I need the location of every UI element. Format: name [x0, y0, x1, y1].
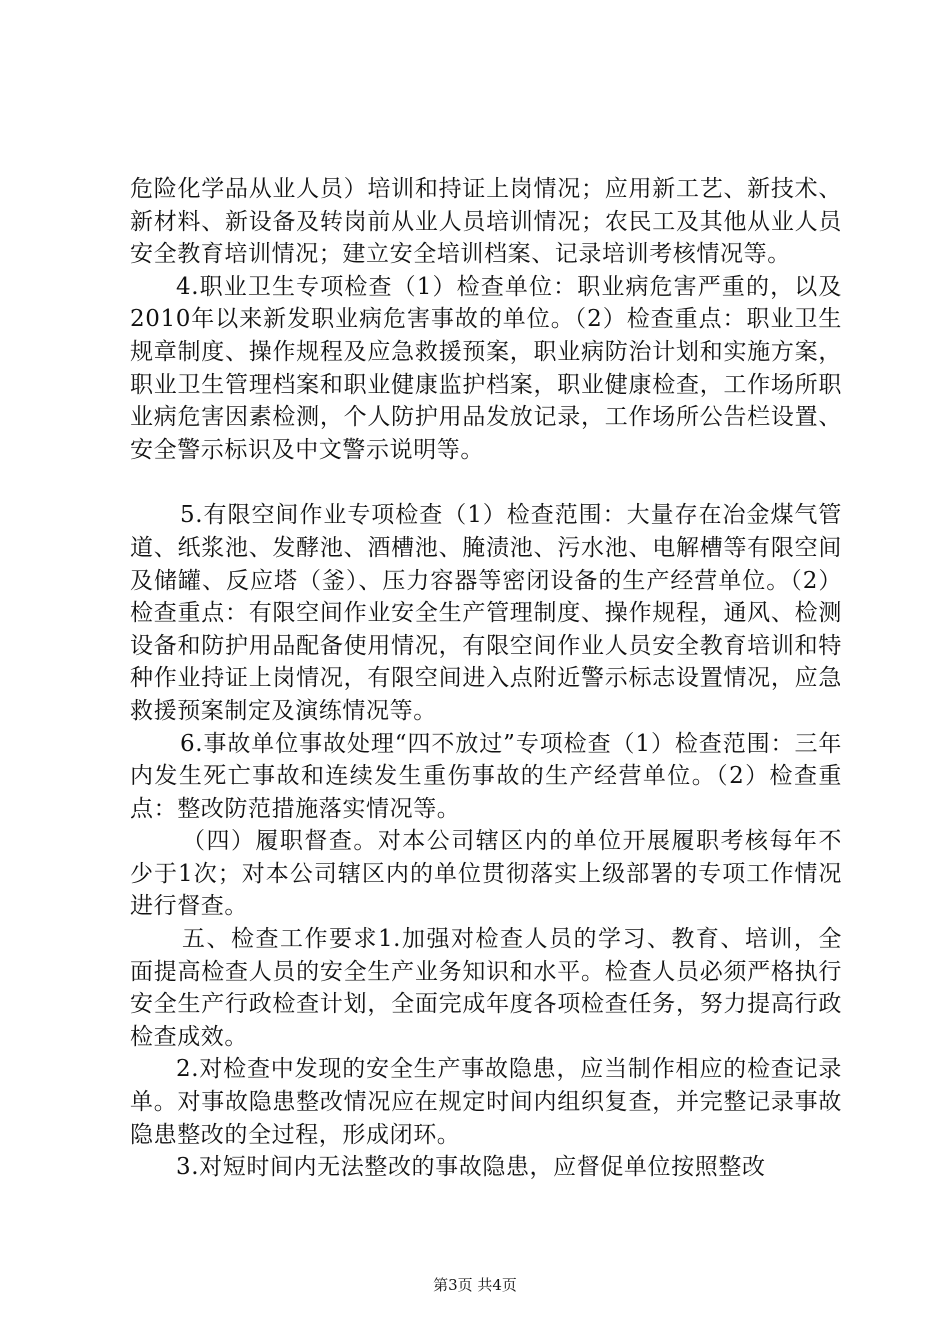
paragraph-hazard-rectification: 3.对短时间内无法整改的事故隐患，应督促单位按照整改	[176, 1154, 766, 1181]
paragraph-inspection-requirements: 五、检查工作要求1.加强对检查人员的学习、教育、培训，全面提高检查人员的安全生产业务知识和水平。检查人员必须严格执行安全生产行政检查计划，全面完成年度各项检查任务，努力提高行政检查成效。	[130, 926, 842, 1050]
document-body	[130, 173, 842, 1184]
paragraph-confined-space: 5.有限空间作业专项检查（1）检查范围：大量存在冶金煤气管道、纸浆池、发酵池、酒槽池、腌渍池、污水池、电解槽等有限空间及储罐、反应塔（釜）、压力容器等密闭设备的生产经营单位。（2）检查重点：有限空间作业安全生产管理制度、操作规程，通风、检测设备和防护用品配备使用情况，有限空间作业人员安全教育培训和特种作业持证上岗情况，有限空间进入点附近警示标志设置情况，应急救援预案制定及演练情况等。	[130, 502, 842, 724]
paragraph-duty-supervision: （四）履职督查。对本公司辖区内的单位开展履职考核每年不少于1次；对本公司辖区内的单位贯彻落实上级部署的专项工作情况进行督查。	[130, 828, 842, 920]
paragraph-accident-handling: 6.事故单位事故处理“四不放过”专项检查（1）检查范围：三年内发生死亡事故和连续发生重伤事故的生产经营单位。（2）检查重点：整改防范措施落实情况等。	[130, 730, 842, 822]
paragraph-training-continued: 危险化学品从业人员）培训和持证上岗情况；应用新工艺、新技术、新材料、新设备及转岗前从业人员培训情况；农民工及其他从业人员安全教育培训情况；建立安全培训档案、记录培训考核情况等。	[130, 176, 842, 268]
paragraph-hazard-records: 2.对检查中发现的安全生产事故隐患，应当制作相应的检查记录单。对事故隐患整改情况应在规定时间内组织复查，并完整记录事故隐患整改的全过程，形成闭环。	[130, 1056, 842, 1148]
paragraph-occupational-health: 4.职业卫生专项检查（1）检查单位：职业病危害严重的，以及2010年以来新发职业病危害事故的单位。（2）检查重点：职业卫生规章制度、操作规程及应急救援预案，职业病防治计划和实施方案，职业卫生管理档案和职业健康监护档案，职业健康检查，工作场所职业病危害因素检测，个人防护用品发放记录，工作场所公告栏设置、安全警示标识及中文警示说明等。	[130, 273, 842, 463]
page-number-footer: 第3页 共4页	[433, 1276, 517, 1294]
